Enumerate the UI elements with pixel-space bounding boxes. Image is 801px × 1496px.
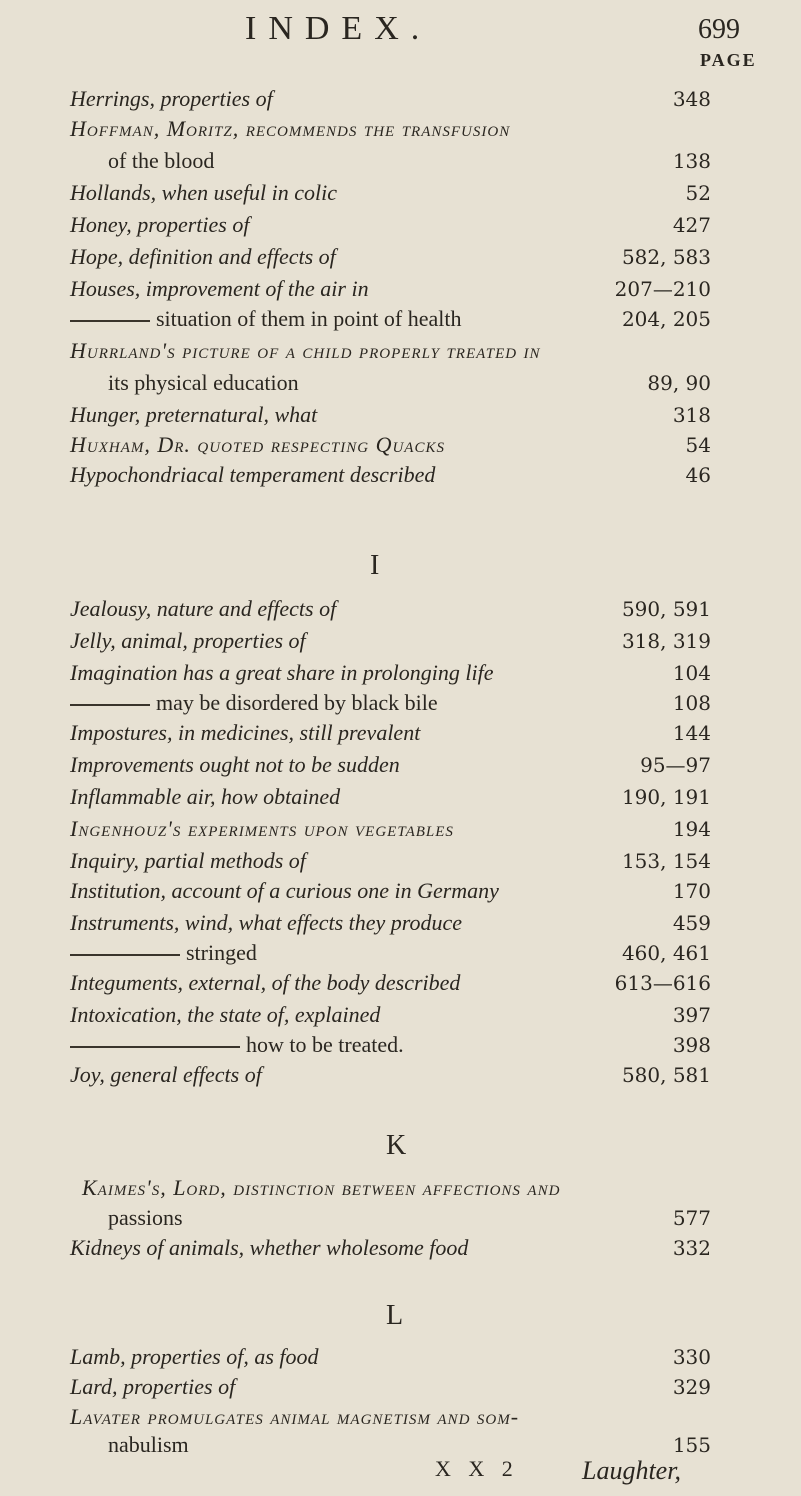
entry-pages: 330 <box>672 1345 711 1369</box>
entry-pages: 582, 583 <box>621 245 711 269</box>
ditto-rule <box>70 1046 240 1048</box>
section-letter: K <box>386 1130 407 1161</box>
entry-text: Kidneys of animals, whether wholesome food <box>70 1235 469 1260</box>
entry-pages: 89, 90 <box>647 371 711 395</box>
signature-mark: X X 2 <box>435 1456 519 1481</box>
entry-text: Imagination has a great share in prolonging life <box>70 660 494 685</box>
entry-pages: 194 <box>672 817 711 841</box>
ditto-rule <box>70 320 150 322</box>
entry-pages: 398 <box>672 1033 711 1057</box>
entry-pages: 108 <box>672 691 711 715</box>
entry-text: Hurrland's picture of a child properly treated in <box>70 338 541 363</box>
entry-pages: 577 <box>672 1206 711 1230</box>
entry-pages: 397 <box>672 1003 711 1027</box>
entry-pages: 580, 581 <box>621 1063 711 1087</box>
entry-text: Hoffman, Moritz, recommends the transfusion <box>70 116 511 141</box>
entry-text: Inflammable air, how obtained <box>70 784 341 809</box>
running-title: INDEX. <box>245 10 432 47</box>
entry-pages: 155 <box>672 1433 711 1457</box>
entry-pages: 590, 591 <box>621 597 711 621</box>
entry-text: Jelly, animal, properties of <box>70 628 306 653</box>
entry-text: Hunger, preternatural, what <box>70 402 318 427</box>
entry-text: Lamb, properties of, as food <box>70 1344 319 1369</box>
entry-text: Improvements ought not to be sudden <box>70 752 400 777</box>
entry-pages: 460, 461 <box>621 941 711 965</box>
entry-pages: 329 <box>672 1375 711 1399</box>
entry-text: Lard, properties of <box>70 1374 236 1399</box>
entry-text: Huxham, Dr. quoted respecting Quacks <box>70 432 445 457</box>
page-number: 699 <box>698 14 740 45</box>
entry-text: Inquiry, partial methods of <box>70 848 306 873</box>
entry-text: of the blood <box>108 148 215 173</box>
entry-text: Hypochondriacal temperament described <box>70 462 436 487</box>
entry-pages: 170 <box>672 879 711 903</box>
entry-text: Joy, general effects of <box>70 1062 262 1087</box>
entry-pages: 318 <box>672 403 711 427</box>
ditto-rule <box>70 954 180 956</box>
entry-text: Jealousy, nature and effects of <box>70 596 337 621</box>
entry-text: how to be treated. <box>246 1032 404 1057</box>
entry-text: Integuments, external, of the body described <box>70 970 461 995</box>
entry-text: its physical education <box>108 370 299 395</box>
entry-text: Instruments, wind, what effects they produce <box>70 910 463 935</box>
entry-text: Kaimes's, Lord, distinction between affections and <box>82 1175 561 1200</box>
entry-pages: 138 <box>672 149 711 173</box>
page-column-label: PAGE <box>700 50 757 70</box>
entry-text: may be disordered by black bile <box>156 690 438 715</box>
entry-text: Hollands, when useful in colic <box>70 180 338 205</box>
entry-pages: 46 <box>685 463 711 487</box>
entry-text: Lavater promulgates animal magnetism and som- <box>70 1404 520 1429</box>
entry-text: Herrings, properties of <box>70 86 273 111</box>
entry-text: Houses, improvement of the air in <box>70 276 369 301</box>
entry-pages: 204, 205 <box>621 307 711 331</box>
entry-text: passions <box>108 1205 183 1230</box>
entry-pages: 144 <box>672 721 711 745</box>
section-letter: L <box>386 1300 404 1331</box>
entry-pages: 332 <box>672 1236 711 1260</box>
entry-text: situation of them in point of health <box>156 306 462 331</box>
entry-pages: 95—97 <box>640 753 711 777</box>
entry-pages: 207—210 <box>614 277 711 301</box>
entry-pages: 52 <box>685 181 711 205</box>
catchword: Laughter, <box>582 1456 681 1485</box>
entry-text: Impostures, in medicines, still prevalent <box>70 720 421 745</box>
entry-pages: 459 <box>672 911 711 935</box>
entry-pages: 153, 154 <box>621 849 711 873</box>
page-header <box>0 6 801 46</box>
entry-pages: 427 <box>672 213 711 237</box>
entry-pages: 104 <box>672 661 711 685</box>
entry-pages: 318, 319 <box>621 629 711 653</box>
entry-text: stringed <box>186 940 257 965</box>
entry-text: Institution, account of a curious one in Germany <box>70 878 499 903</box>
entry-text: Ingenhouz's experiments upon vegetables <box>70 816 454 841</box>
entry-text: Hope, definition and effects of <box>70 244 336 269</box>
page-footer <box>0 1456 801 1496</box>
entry-text: Honey, properties of <box>70 212 250 237</box>
entry-pages: 190, 191 <box>621 785 711 809</box>
entry-pages: 348 <box>672 87 711 111</box>
entry-pages: 613—616 <box>614 971 711 995</box>
entry-pages: 54 <box>685 433 711 457</box>
entry-text: nabulism <box>108 1432 189 1457</box>
entry-text: Intoxication, the state of, explained <box>70 1002 381 1027</box>
section-letter: I <box>370 550 380 581</box>
ditto-rule <box>70 704 150 706</box>
